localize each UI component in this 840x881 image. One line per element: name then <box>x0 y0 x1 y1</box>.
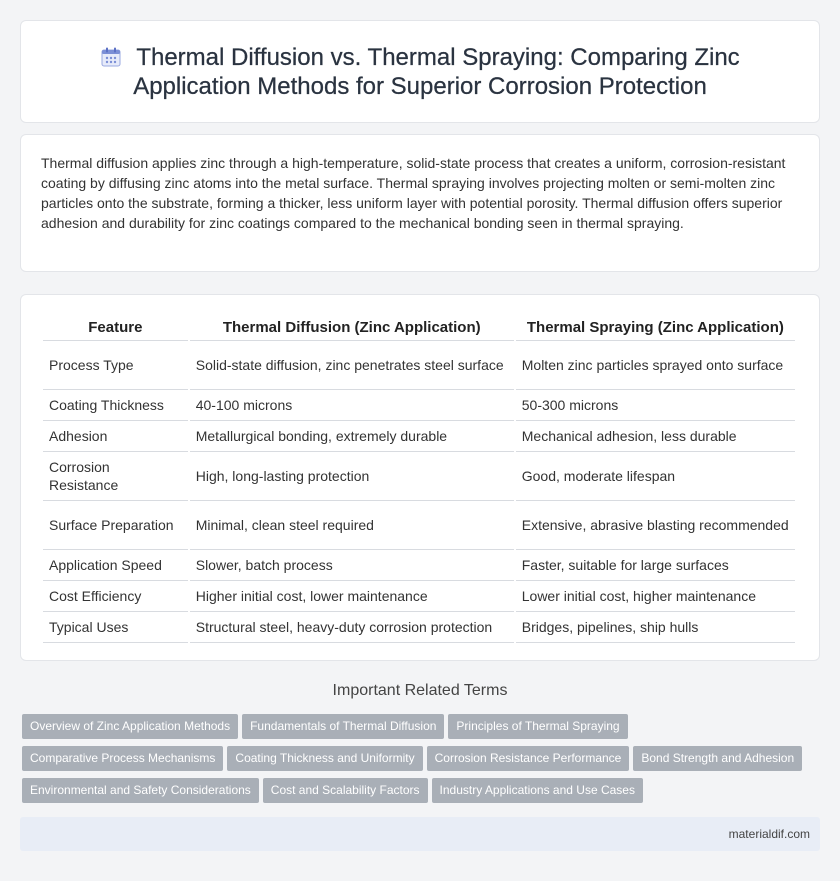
row-spraying: Lower initial cost, higher maintenance <box>516 581 795 612</box>
row-feature: Adhesion <box>43 421 188 452</box>
row-feature: Corrosion Resistance <box>43 452 188 501</box>
row-spraying: Extensive, abrasive blasting recommended <box>516 501 795 550</box>
header-feature: Feature <box>43 315 188 341</box>
footer <box>20 817 820 851</box>
calendar-icon <box>100 46 122 68</box>
table-row <box>43 550 795 581</box>
related-terms-title: Important Related Terms <box>332 682 508 699</box>
table-row <box>43 501 795 550</box>
table-row <box>43 390 795 421</box>
intro-card <box>20 134 820 272</box>
table-row <box>43 452 795 501</box>
title-card <box>20 20 820 123</box>
comparison-table-card <box>20 294 820 661</box>
row-feature: Process Type <box>43 341 188 390</box>
row-spraying: Bridges, pipelines, ship hulls <box>516 612 795 643</box>
related-term-tag[interactable]: Bond Strength and Adhesion <box>633 746 802 771</box>
table-row <box>43 421 795 452</box>
header-thermal-spraying: Thermal Spraying (Zinc Application) <box>516 315 795 341</box>
table-row <box>43 581 795 612</box>
related-term-tag[interactable]: Cost and Scalability Factors <box>263 778 428 803</box>
row-feature: Coating Thickness <box>43 390 188 421</box>
row-diffusion: Metallurgical bonding, extremely durable <box>190 421 514 452</box>
comparison-table <box>41 315 797 643</box>
row-feature: Application Speed <box>43 550 188 581</box>
row-diffusion: Higher initial cost, lower maintenance <box>190 581 514 612</box>
related-term-tag[interactable]: Environmental and Safety Considerations <box>22 778 259 803</box>
related-term-tag[interactable]: Corrosion Resistance Performance <box>427 746 630 771</box>
related-term-tag[interactable]: Fundamentals of Thermal Diffusion <box>242 714 444 739</box>
row-diffusion: Slower, batch process <box>190 550 514 581</box>
related-term-tag[interactable]: Principles of Thermal Spraying <box>448 714 627 739</box>
row-spraying: Faster, suitable for large surfaces <box>516 550 795 581</box>
related-term-tag[interactable]: Overview of Zinc Application Methods <box>22 714 238 739</box>
row-diffusion: High, long-lasting protection <box>190 452 514 501</box>
row-feature: Typical Uses <box>43 612 188 643</box>
header-thermal-diffusion: Thermal Diffusion (Zinc Application) <box>190 315 514 341</box>
row-diffusion: Minimal, clean steel required <box>190 501 514 550</box>
intro-paragraph: Thermal diffusion applies zinc through a high-temperature, solid-state process that creates a uniform, corrosion-resistant coating by diffusing zinc atoms into the metal surface. Thermal spraying involves projecting molten or semi-molten zinc particles onto the substrate, forming a thicker, less uniform layer with potential porosity. Thermal diffusion offers superior adhesion and durability for zinc coatings compared to the mechanical bonding seen in thermal spraying. <box>41 155 786 231</box>
row-spraying: Good, moderate lifespan <box>516 452 795 501</box>
row-spraying: Mechanical adhesion, less durable <box>516 421 795 452</box>
related-term-tag[interactable]: Industry Applications and Use Cases <box>432 778 643 803</box>
related-term-tag[interactable]: Coating Thickness and Uniformity <box>227 746 422 771</box>
related-terms-list <box>22 714 822 810</box>
page-title <box>61 43 779 101</box>
row-diffusion: Solid-state diffusion, zinc penetrates steel surface <box>190 341 514 390</box>
table-row <box>43 612 795 643</box>
row-spraying: Molten zinc particles sprayed onto surface <box>516 341 795 390</box>
page-title-text: Thermal Diffusion vs. Thermal Spraying: Comparing Zinc Application Methods for Superior Corrosion Protection <box>133 43 740 100</box>
table-header-row <box>43 315 795 341</box>
related-term-tag[interactable]: Comparative Process Mechanisms <box>22 746 223 771</box>
row-spraying: 50-300 microns <box>516 390 795 421</box>
row-diffusion: Structural steel, heavy-duty corrosion protection <box>190 612 514 643</box>
table-row <box>43 341 795 390</box>
row-diffusion: 40-100 microns <box>190 390 514 421</box>
footer-site-link[interactable]: materialdif.com <box>728 827 810 841</box>
row-feature: Surface Preparation <box>43 501 188 550</box>
row-feature: Cost Efficiency <box>43 581 188 612</box>
